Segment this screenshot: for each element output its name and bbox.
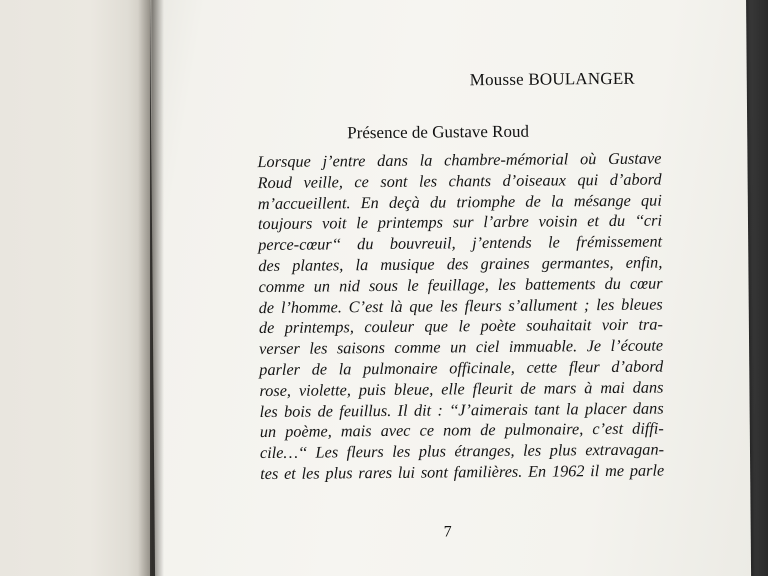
text-line: parler de la pulmonaire officinale, cette fleur d’abord — [259, 356, 664, 380]
text-line: verser les saisons comme un ciel immuable. Je l’écoute — [258, 335, 664, 359]
page-number: 7 — [443, 523, 452, 541]
text-line: Lorsque j’entre dans la chambre-mémorial où Gustave — [257, 148, 662, 172]
left-page — [0, 0, 150, 576]
right-page — [150, 0, 751, 576]
text-line: des plantes, la musique des graines germantes, enfin, — [258, 252, 663, 276]
text-line: perce-cœur‘‘ du bouvreuil, j’entends le frémissement — [258, 231, 663, 255]
text-line: Roud veille, ce sont les chants d’oiseaux qui d’abord — [257, 169, 662, 192]
essay-title: Présence de Gustave Roud — [347, 121, 530, 143]
text-line: un poème, mais avec ce nom de pulmonaire, c’est diffi- — [259, 418, 664, 442]
author-name: Mousse BOULANGER — [469, 68, 636, 90]
text-line: de printemps, couleur que le poète souhaitait voir tra- — [258, 314, 663, 338]
text-line: de l’homme. C’est là que les fleurs s’allument ; les bleues — [258, 294, 663, 317]
essay-body — [257, 149, 664, 485]
text-line: cile…‘‘ Les fleurs les plus étranges, les plus extravagan- — [259, 439, 665, 463]
text-line: tes et les plus rares lui sont familières. En 1962 il me parle — [260, 460, 665, 484]
text-line: m’accueillent. En deçà du triomphe de la mésange qui — [257, 190, 662, 213]
text-line: toujours voit le printemps sur l’arbre voisin et du ‘‘cri — [257, 210, 663, 234]
text-line: les bois de feuillus. Il dit : ‘‘J’aimerais tant la placer dans — [259, 398, 664, 421]
text-line: rose, violette, puis bleue, elle fleurit de mars à mai dans — [259, 377, 664, 400]
text-line: comme un nid sous le feuillage, les battements du cœur — [258, 273, 663, 296]
book-gutter-shadow — [138, 0, 164, 576]
